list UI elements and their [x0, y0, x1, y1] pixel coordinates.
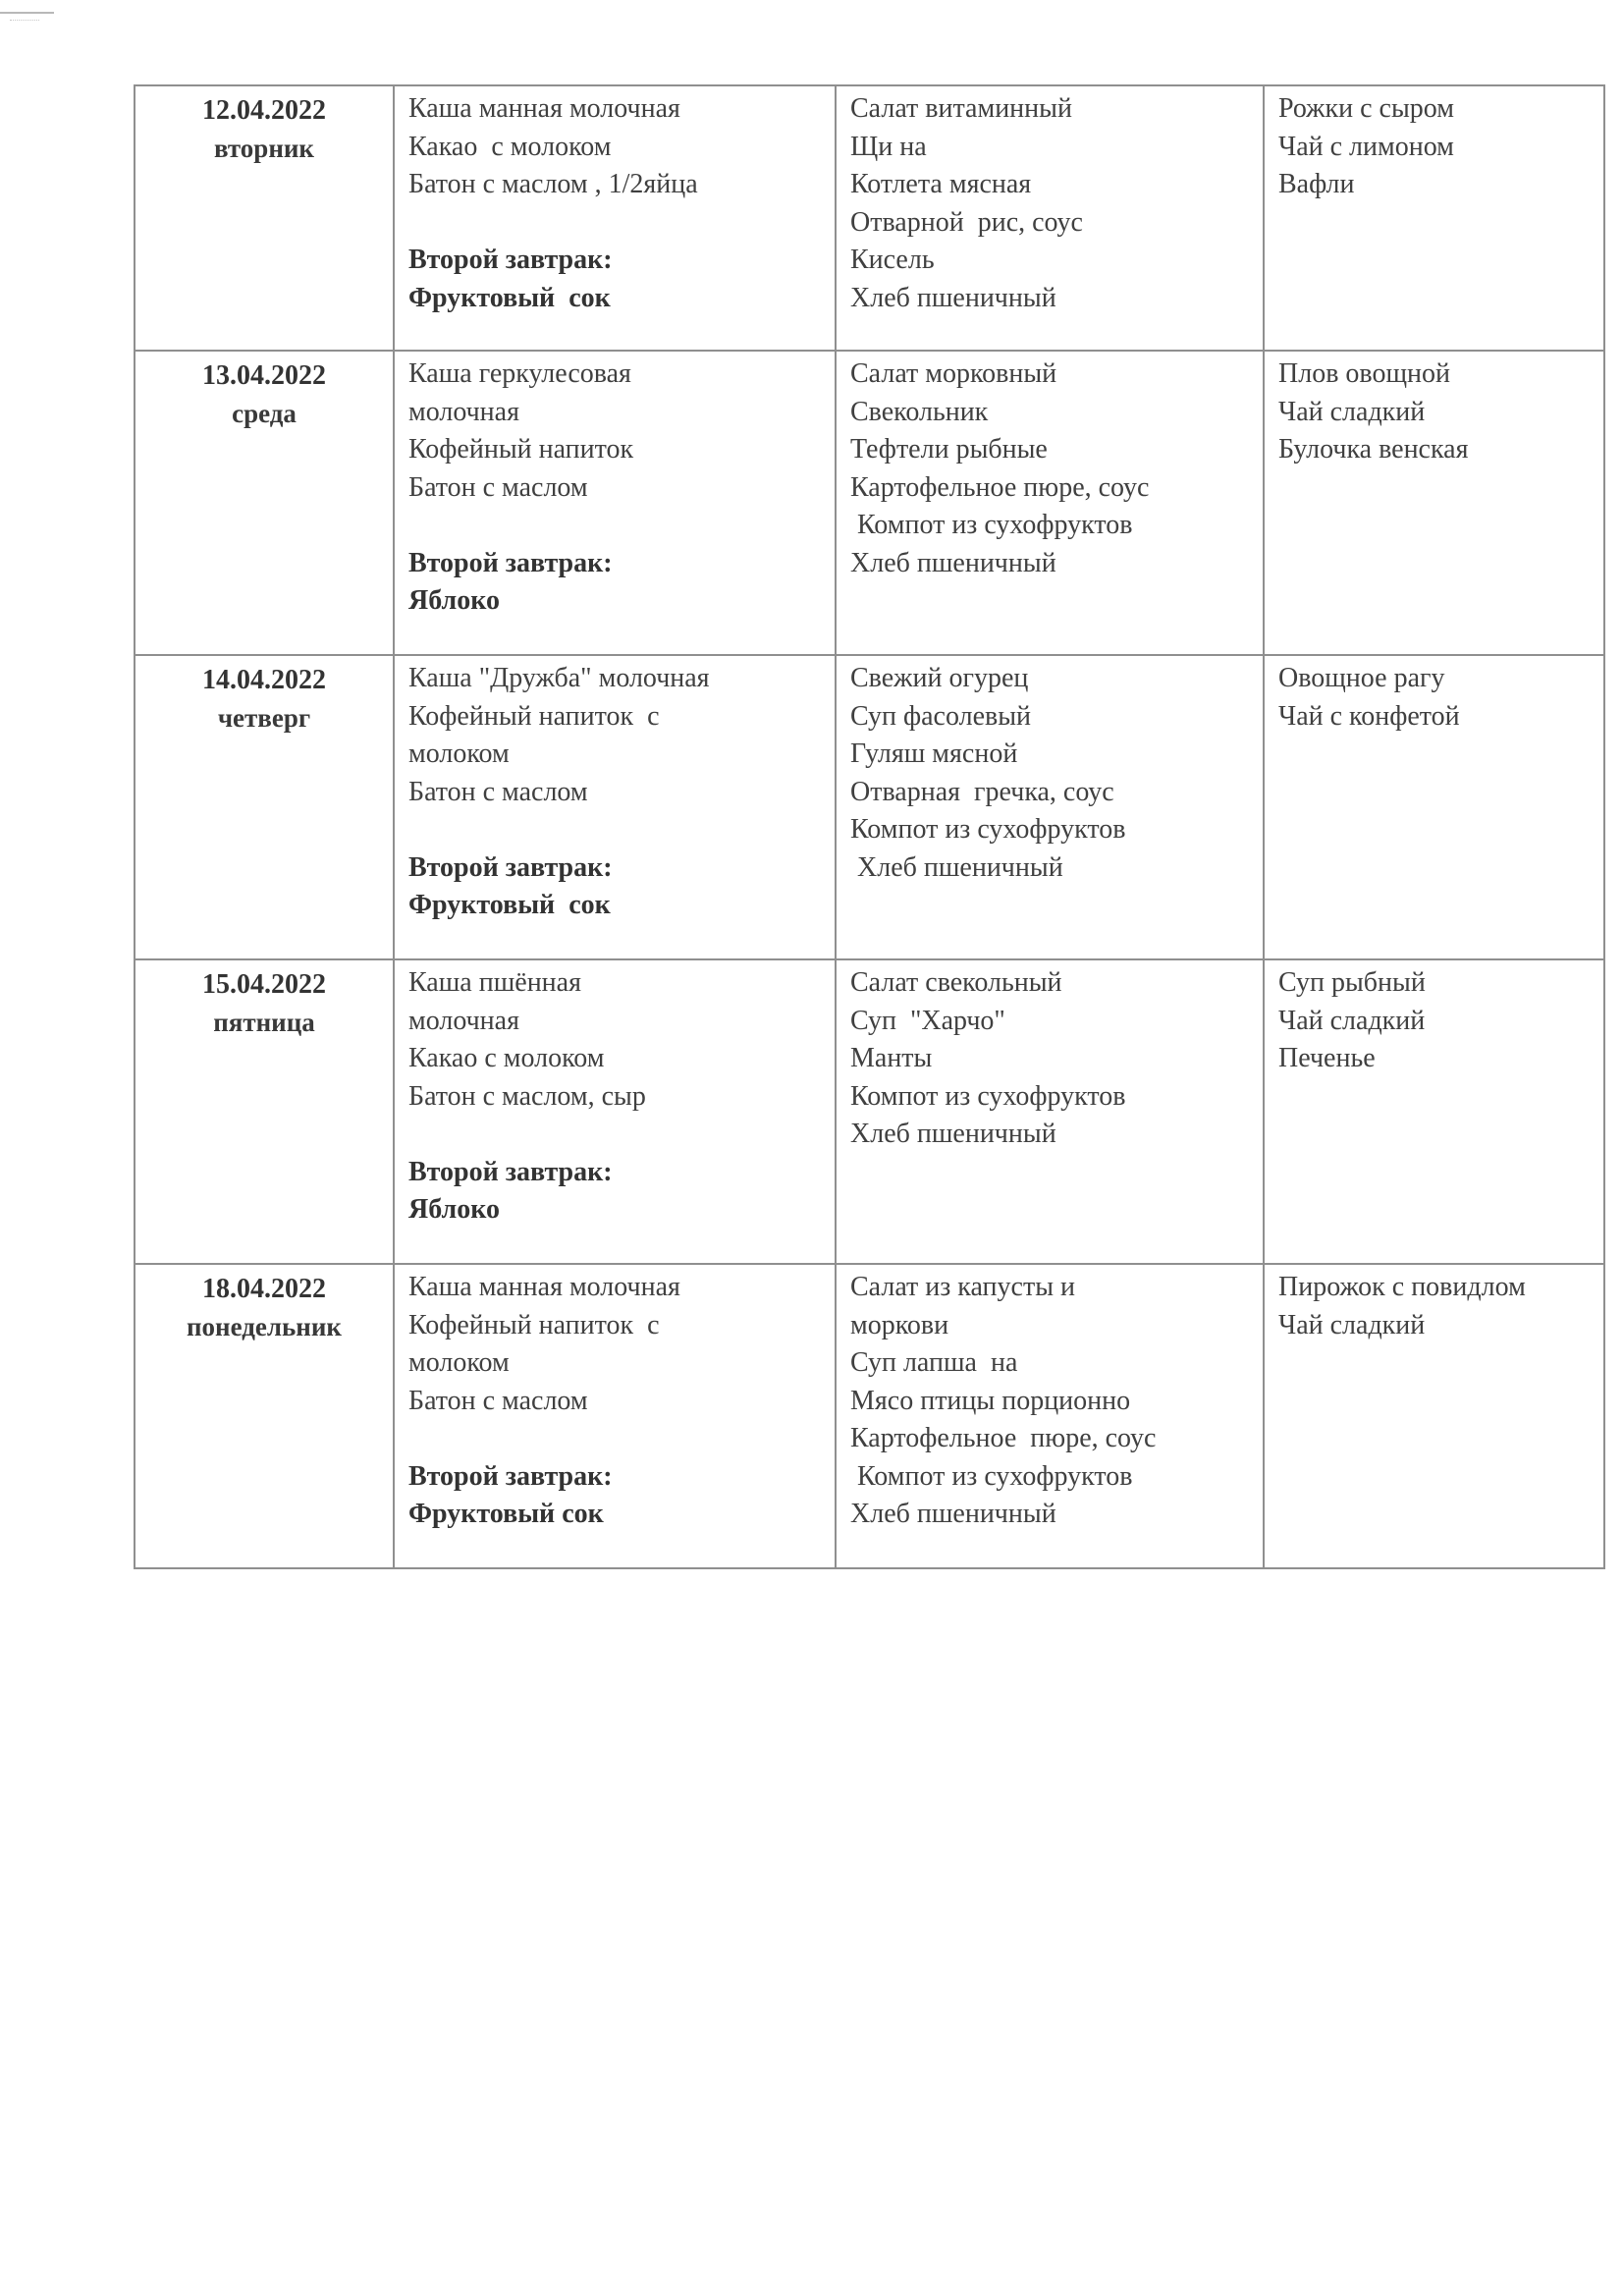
spacer — [408, 1116, 835, 1154]
lunch-item: Свежий огурец — [850, 663, 1029, 693]
snack-item: Овощное рагу — [1278, 663, 1445, 693]
lunch-cell — [836, 351, 1264, 655]
date-label: 14.04.2022 — [202, 665, 326, 695]
breakfast-item: Кофейный напиток с — [408, 700, 660, 732]
breakfast-item: Каша манная молочная — [408, 93, 680, 124]
date-label: 12.04.2022 — [202, 95, 326, 126]
lunch-item: Мясо птицы порционно — [850, 1385, 1131, 1416]
breakfast-cell — [394, 655, 836, 959]
breakfast-item: Каша "Дружба" молочная — [408, 663, 710, 693]
menu-table — [134, 84, 1605, 1569]
breakfast-item: Батон с маслом — [408, 776, 588, 807]
lunch-item: Салат витаминный — [850, 93, 1072, 124]
breakfast-item: Кофейный напиток — [408, 434, 634, 465]
snack-item: Пирожок с повидлом — [1278, 1272, 1526, 1302]
second-breakfast-item: Яблоко — [408, 1194, 500, 1225]
lunch-item: Картофельное пюре, соус — [850, 1423, 1157, 1453]
second-breakfast-label: Второй завтрак: — [408, 245, 613, 275]
lunch-item: Суп "Харчо" — [850, 1005, 1005, 1036]
lunch-item: Салат из капусты и — [850, 1272, 1075, 1302]
menu-table-body — [135, 85, 1604, 1568]
spacer — [408, 204, 835, 243]
lunch-item: Отварная гречка, соус — [850, 776, 1114, 807]
weekday-label: понедельник — [187, 1312, 342, 1341]
second-breakfast-label: Второй завтрак: — [408, 1156, 613, 1187]
breakfast-item: молочная — [408, 396, 519, 427]
lunch-cell — [836, 85, 1264, 351]
snack-cell — [1264, 655, 1604, 959]
lunch-item: Картофельное пюре, соус — [850, 471, 1150, 503]
menu-day-row — [135, 959, 1604, 1264]
breakfast-cell — [394, 351, 836, 655]
second-breakfast-label: Второй завтрак: — [408, 851, 613, 883]
breakfast-item: Каша манная молочная — [408, 1272, 680, 1302]
breakfast-item: Каша пшённая — [408, 967, 581, 998]
date-cell — [135, 655, 394, 959]
date-cell — [135, 351, 394, 655]
second-breakfast-item: Фруктовый сок — [408, 890, 611, 920]
menu-day-row — [135, 351, 1604, 655]
lunch-item: Манты — [850, 1043, 933, 1073]
snack-item: Вафли — [1278, 169, 1355, 199]
breakfast-item: Батон с маслом — [408, 1385, 588, 1416]
weekday-label: среда — [232, 399, 297, 428]
menu-day-row — [135, 1264, 1604, 1568]
second-breakfast-label: Второй завтрак: — [408, 547, 613, 578]
second-breakfast-label: Второй завтрак: — [408, 1460, 613, 1492]
breakfast-item: Батон с маслом , 1/2яйца — [408, 169, 698, 199]
breakfast-item: Кофейный напиток с — [408, 1309, 660, 1340]
lunch-item: Салат морковный — [850, 358, 1057, 389]
lunch-item: Суп лапша на — [850, 1347, 1018, 1378]
spacer — [408, 811, 835, 849]
snack-item: Чай сладкий — [1278, 1005, 1426, 1036]
snack-item: Печенье — [1278, 1043, 1376, 1073]
breakfast-item: молочная — [408, 1005, 519, 1036]
lunch-item: Компот из сухофруктов — [850, 510, 1133, 540]
scan-artifact — [0, 12, 54, 14]
menu-day-row — [135, 655, 1604, 959]
lunch-item: Щи на — [850, 131, 927, 162]
weekday-label: вторник — [213, 134, 314, 163]
lunch-item: Хлеб пшеничный — [850, 1119, 1056, 1149]
weekday-label: пятница — [213, 1008, 315, 1037]
date-label: 13.04.2022 — [202, 360, 326, 391]
breakfast-item: Батон с маслом — [408, 471, 588, 503]
lunch-cell — [836, 959, 1264, 1264]
lunch-item: моркови — [850, 1309, 949, 1340]
snack-cell — [1264, 1264, 1604, 1568]
date-label: 18.04.2022 — [202, 1274, 326, 1304]
breakfast-item: Каша геркулесовая — [408, 358, 631, 389]
snack-cell — [1264, 85, 1604, 351]
lunch-item: Котлета мясная — [850, 169, 1032, 199]
lunch-item: Салат свекольный — [850, 967, 1062, 998]
breakfast-item: Какао с молоком — [408, 131, 612, 162]
breakfast-item: Какао с молоком — [408, 1043, 605, 1073]
breakfast-cell — [394, 959, 836, 1264]
weekday-label: четверг — [217, 703, 311, 733]
snack-item: Чай с конфетой — [1278, 700, 1460, 732]
lunch-item: Хлеб пшеничный — [850, 851, 1063, 883]
lunch-item: Отварной рис, соус — [850, 206, 1083, 238]
snack-item: Чай сладкий — [1278, 396, 1426, 427]
date-label: 15.04.2022 — [202, 969, 326, 1000]
lunch-item: Компот из сухофруктов — [850, 1460, 1133, 1492]
snack-cell — [1264, 959, 1604, 1264]
lunch-item: Суп фасолевый — [850, 700, 1032, 732]
lunch-item: Компот из сухофруктов — [850, 1080, 1126, 1112]
snack-item: Булочка венская — [1278, 434, 1469, 465]
date-cell — [135, 1264, 394, 1568]
lunch-item: Кисель — [850, 245, 935, 275]
second-breakfast-item: Яблоко — [408, 585, 500, 616]
lunch-item: Гуляш мясной — [850, 738, 1018, 769]
lunch-item: Компот из сухофруктов — [850, 814, 1126, 845]
second-breakfast-item: Фруктовый сок — [408, 282, 611, 313]
lunch-item: Хлеб пшеничный — [850, 282, 1056, 313]
menu-day-row — [135, 85, 1604, 351]
date-cell — [135, 959, 394, 1264]
snack-item: Чай сладкий — [1278, 1309, 1426, 1340]
spacer — [408, 1420, 835, 1458]
breakfast-cell — [394, 85, 836, 351]
lunch-item: Тефтели рыбные — [850, 434, 1048, 465]
lunch-item: Свекольник — [850, 396, 989, 427]
breakfast-item: Батон с маслом, сыр — [408, 1080, 646, 1112]
date-cell — [135, 85, 394, 351]
scan-artifact-dots — [10, 20, 39, 27]
snack-item: Чай с лимоном — [1278, 131, 1454, 162]
snack-item: Плов овощной — [1278, 358, 1450, 389]
lunch-item: Хлеб пшеничный — [850, 1499, 1056, 1529]
second-breakfast-item: Фруктовый сок — [408, 1499, 604, 1529]
breakfast-item: молоком — [408, 1347, 510, 1378]
breakfast-item: молоком — [408, 738, 510, 769]
snack-item: Суп рыбный — [1278, 967, 1426, 998]
snack-item: Рожки с сыром — [1278, 93, 1454, 124]
breakfast-cell — [394, 1264, 836, 1568]
lunch-item: Хлеб пшеничный — [850, 547, 1056, 578]
snack-cell — [1264, 351, 1604, 655]
spacer — [408, 507, 835, 545]
lunch-cell — [836, 655, 1264, 959]
lunch-cell — [836, 1264, 1264, 1568]
